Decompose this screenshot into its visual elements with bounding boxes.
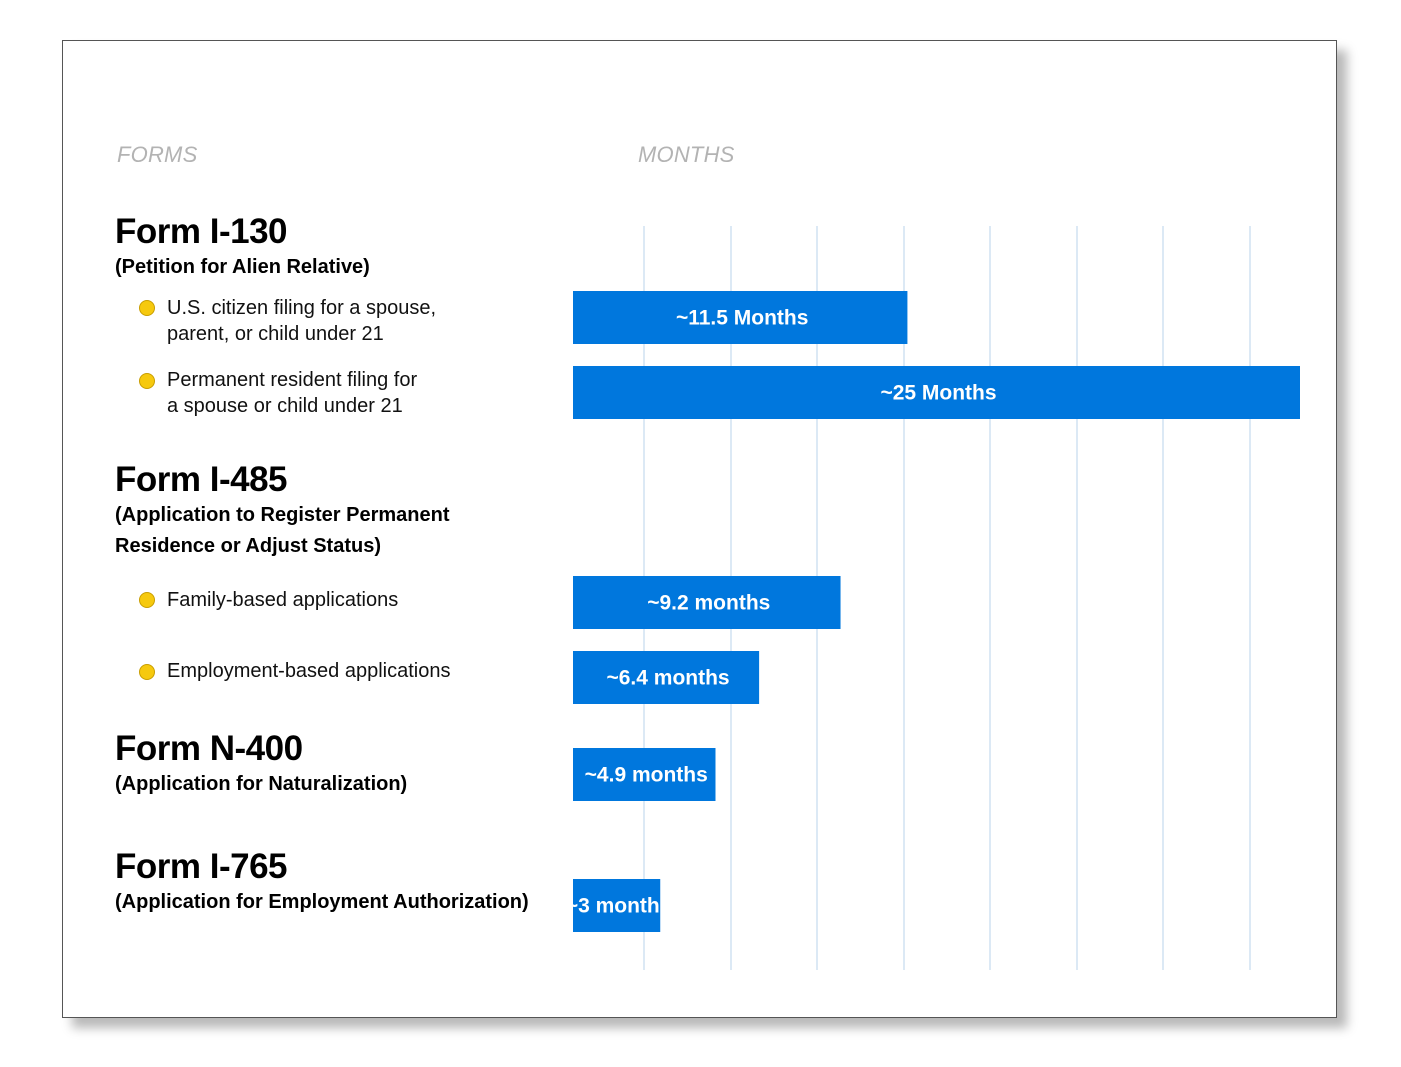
bar-label-6: ~3 months	[565, 894, 672, 918]
form-i485-subtitle-line2: Residence or Adjust Status)	[115, 535, 381, 557]
form-i765-title: Form I-765	[115, 847, 287, 886]
i130-item-citizen-line2: parent, or child under 21	[167, 323, 384, 345]
form-i485-subtitle-line1: (Application to Register Permanent	[115, 504, 450, 526]
bullet-icon	[139, 373, 155, 389]
forms-column-header: FORMS	[117, 142, 198, 167]
i130-item-citizen-line1: U.S. citizen filing for a spouse,	[167, 297, 437, 319]
i130-item-resident-line1: Permanent resident filing for	[167, 369, 418, 391]
bar-label-4: ~6.4 months	[606, 666, 730, 690]
bullet-icon	[139, 664, 155, 680]
form-i130-title: Form I-130	[115, 212, 287, 251]
bar-label-3: ~9.2 months	[647, 591, 771, 615]
bullet-icon	[139, 300, 155, 316]
bullet-icon	[139, 592, 155, 608]
form-i130-subtitle: (Petition for Alien Relative)	[115, 256, 370, 278]
bar-label-2: ~25 Months	[880, 381, 997, 405]
bar-label-5: ~4.9 months	[584, 763, 708, 787]
bar-label-1: ~11.5 Months	[675, 306, 809, 330]
i485-item-family: Family-based applications	[167, 589, 399, 611]
months-column-header: MONTHS	[638, 142, 735, 167]
form-i765-subtitle: (Application for Employment Authorization)	[115, 891, 529, 913]
form-i485-title: Form I-485	[115, 460, 287, 499]
form-n400-title: Form N-400	[115, 729, 303, 768]
form-n400-subtitle: (Application for Naturalization)	[115, 773, 408, 795]
i130-item-resident-line2: a spouse or child under 21	[167, 395, 403, 417]
i485-item-employment: Employment-based applications	[167, 660, 451, 682]
